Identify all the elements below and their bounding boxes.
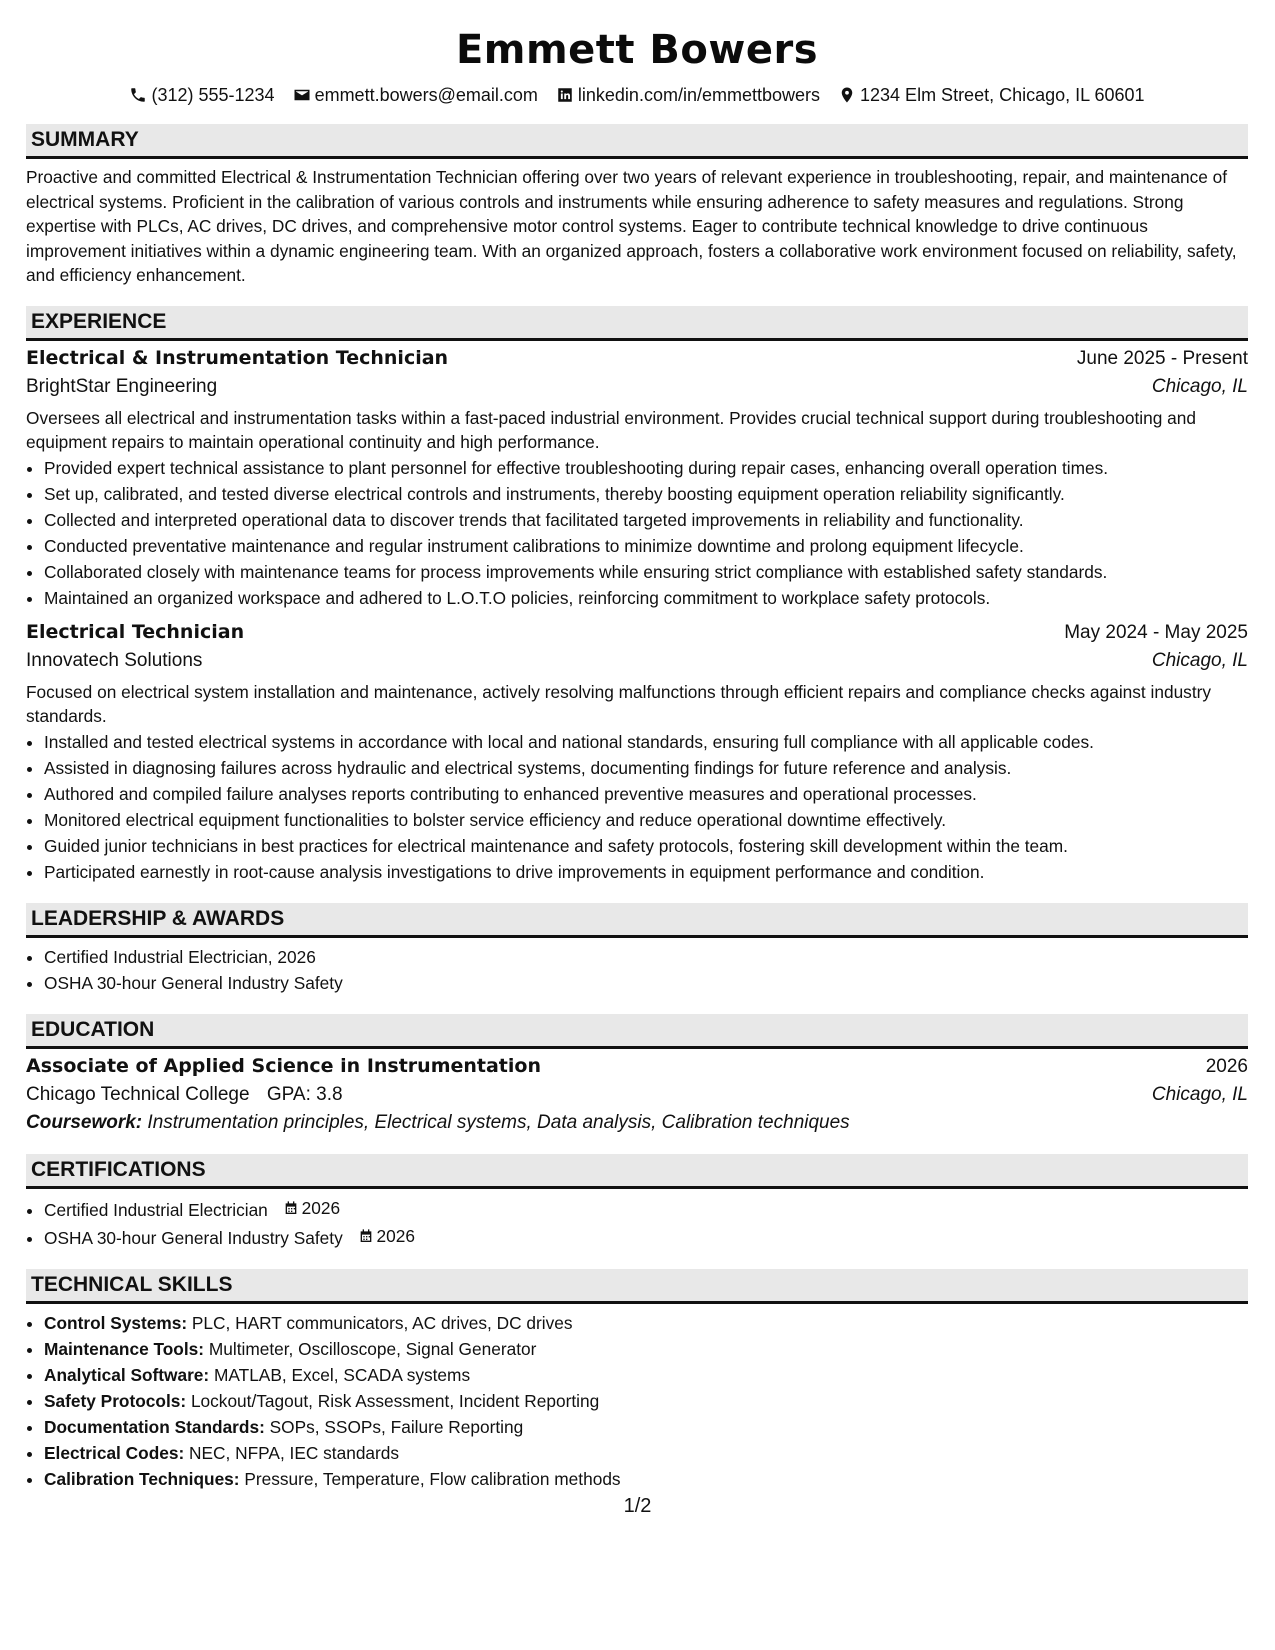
calendar-icon: [358, 1228, 374, 1244]
skills-list: [26, 1310, 1248, 1492]
contact-phone: [129, 85, 274, 106]
skill-label: Documentation Standards:: [44, 1416, 265, 1437]
summary-text: Proactive and committed Electrical & Instrumentation Technician offering over two years of relevant experience in troubleshooting, repair, and maintenance of electrical systems. Proficient in the calibration of various controls and instruments while ensuring adherence to safety measures and regulations. Strong expertise with PLCs, AC drives, DC drives, and comprehensive motor control systems. Eager to contribute technical knowledge to drive continuous improvement initiatives within a dynamic engineering team. With an organized approach, fosters a collaborative work environment focused on reliability, safety, and efficiency enhancement.: [26, 167, 1237, 285]
list-item: [44, 1310, 1248, 1336]
cert-year: 2026: [376, 1225, 415, 1246]
job-title: Electrical Technician: [26, 620, 245, 643]
skill-value: MATLAB, Excel, SCADA systems: [214, 1364, 471, 1385]
job-entry: [26, 621, 1248, 885]
list-item: • Certified Industrial Electrician, 2026: [44, 944, 1248, 970]
skill-label: Electrical Codes:: [44, 1442, 185, 1463]
education-entry: [26, 1055, 1248, 1134]
job-entry: [26, 347, 1248, 611]
page-number: 1/2: [623, 1495, 652, 1517]
list-item: [44, 1388, 1248, 1414]
school-location: Chicago, IL: [1151, 1083, 1248, 1105]
skill-label: Control Systems:: [44, 1312, 188, 1333]
cert-name: Certified Industrial Electrician: [44, 1199, 268, 1220]
list-item: [44, 1440, 1248, 1466]
list-item: • Collected and interpreted operational data to discover trends that facilitated targeted improvements in reliability and functionality.: [44, 507, 1248, 533]
job-company: BrightStar Engineering: [26, 375, 218, 397]
summary-heading: SUMMARY: [26, 124, 1248, 159]
resume-page: [26, 0, 1248, 1492]
list-item: • OSHA 30-hour General Industry Safety: [44, 970, 1248, 996]
coursework-text: Instrumentation principles, Electrical systems, Data analysis, Calibration techniques: [147, 1111, 850, 1133]
coursework-line: [26, 1112, 1248, 1134]
contact-line: [26, 80, 1248, 110]
list-item: [44, 1336, 1248, 1362]
linkedin-icon: [556, 86, 574, 104]
list-item: [44, 1414, 1248, 1440]
cert-year: 2026: [301, 1197, 341, 1218]
skill-label: Maintenance Tools:: [44, 1338, 205, 1359]
job-bullets: [26, 455, 1248, 611]
list-item: • Assisted in diagnosing failures across hydraulic and electrical systems, documenting findings for future reference and analysis.: [44, 755, 1248, 781]
email-text[interactable]: emmett.bowers@email.com: [314, 84, 538, 105]
job-dates: May 2024 - May 2025: [1064, 621, 1248, 643]
contact-linkedin[interactable]: [556, 85, 820, 106]
job-dates: June 2025 - Present: [1076, 347, 1248, 369]
phone-icon: [129, 86, 147, 104]
degree-title: Associate of Applied Science in Instrumentation: [26, 1054, 541, 1077]
contact-address: [838, 85, 1145, 106]
job-description: Focused on electrical system installation and maintenance, actively resolving malfunctions through efficient repairs and compliance checks against industry standards.: [26, 681, 1212, 726]
phone-text: (312) 555-1234: [151, 84, 275, 105]
list-item: • Set up, calibrated, and tested diverse electrical controls and instruments, thereby boosting equipment operation reliability significantly.: [44, 481, 1248, 507]
list-item: [44, 1466, 1248, 1492]
candidate-name: Emmett Bowers: [455, 27, 819, 73]
skill-value: PLC, HART communicators, AC drives, DC drives: [191, 1312, 573, 1333]
skills-heading: TECHNICAL SKILLS: [26, 1269, 1248, 1304]
skill-value: Lockout/Tagout, Risk Assessment, Incident Reporting: [190, 1390, 600, 1411]
job-bullets: [26, 729, 1248, 885]
skill-value: Multimeter, Oscilloscope, Signal Generator: [208, 1338, 537, 1359]
calendar-icon: [283, 1200, 299, 1216]
list-item: • Provided expert technical assistance to plant personnel for effective troubleshooting during repair cases, enhancing overall operation times.: [44, 455, 1248, 481]
linkedin-text[interactable]: linkedin.com/in/emmettbowers: [577, 84, 821, 105]
coursework-label: Coursework:: [26, 1111, 143, 1133]
list-item: • Monitored electrical equipment functionalities to bolster service efficiency and reduce operational downtime effectively.: [44, 807, 1248, 833]
cert-name: OSHA 30-hour General Industry Safety: [44, 1227, 343, 1248]
list-item: • Installed and tested electrical systems in accordance with local and national standards, ensuring full compliance with all applicable codes.: [44, 729, 1248, 755]
skill-label: Safety Protocols:: [44, 1390, 187, 1411]
school-line: [26, 1084, 343, 1106]
address-text: 1234 Elm Street, Chicago, IL 60601: [860, 84, 1145, 105]
leadership-list: [26, 944, 1248, 996]
list-item: [44, 1223, 1248, 1251]
gpa: GPA: 3.8: [266, 1083, 343, 1105]
certifications-list: [26, 1195, 1248, 1251]
skill-value: Pressure, Temperature, Flow calibration methods: [244, 1468, 621, 1489]
list-item: • Collaborated closely with maintenance teams for process improvements while ensuring strict compliance with established safety standards.: [44, 559, 1248, 585]
school-name: Chicago Technical College: [26, 1083, 250, 1105]
envelope-icon: [293, 86, 311, 104]
skill-label: Calibration Techniques:: [44, 1468, 240, 1489]
leadership-heading: LEADERSHIP & AWARDS: [26, 903, 1248, 938]
list-item: • Authored and compiled failure analyses reports contributing to enhanced preventive measures and operational processes.: [44, 781, 1248, 807]
certifications-heading: CERTIFICATIONS: [26, 1154, 1248, 1189]
education-heading: EDUCATION: [26, 1014, 1248, 1049]
job-location: Chicago, IL: [1151, 649, 1248, 671]
list-item: • Maintained an organized workspace and adhered to L.O.T.O policies, reinforcing commitment to workplace safety protocols.: [44, 585, 1248, 611]
list-item: • Guided junior technicians in best practices for electrical maintenance and safety protocols, fostering skill development within the team.: [44, 833, 1248, 859]
experience-heading: EXPERIENCE: [26, 306, 1248, 341]
skill-label: Analytical Software:: [44, 1364, 210, 1385]
job-location: Chicago, IL: [1151, 375, 1248, 397]
list-item: • Participated earnestly in root-cause analysis investigations to drive improvements in equipment performance and condition.: [44, 859, 1248, 885]
list-item: • Conducted preventative maintenance and regular instrument calibrations to minimize downtime and prolong equipment lifecycle.: [44, 533, 1248, 559]
degree-year: 2026: [1205, 1055, 1248, 1077]
list-item: [44, 1362, 1248, 1388]
list-item: [44, 1195, 1248, 1223]
map-pin-icon: [838, 86, 856, 104]
job-title: Electrical & Instrumentation Technician: [26, 346, 449, 369]
skill-value: NEC, NFPA, IEC standards: [189, 1442, 400, 1463]
contact-email[interactable]: [293, 85, 538, 106]
job-company: Innovatech Solutions: [26, 649, 203, 671]
job-description: Oversees all electrical and instrumentation tasks within a fast-paced industrial environment. Provides crucial technical support during troubleshooting and equipment repairs to maintain operational continuity and high performance.: [26, 407, 1196, 452]
skill-value: SOPs, SSOPs, Failure Reporting: [269, 1416, 524, 1437]
